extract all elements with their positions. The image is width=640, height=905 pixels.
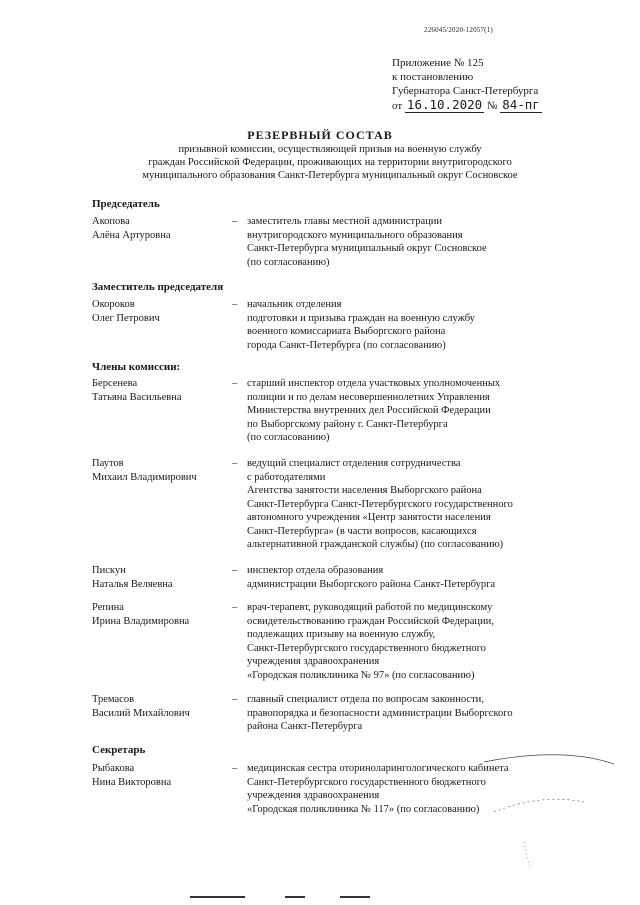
appendix-resolution: к постановлению	[392, 71, 474, 83]
member-name-line: Василий Михайлович	[92, 707, 190, 719]
decree-number: 84-пг	[502, 97, 540, 112]
member-position-line: Санкт-Петербурга» (в части вопросов, касающихся	[247, 525, 477, 537]
member-position-line: (по согласованию)	[247, 432, 330, 443]
member-position-line: заместитель главы местной администрации	[247, 216, 443, 227]
section-members: Члены комиссии:	[92, 361, 181, 373]
member-position-line: по Выборгскому району г. Санкт-Петербурга	[247, 418, 448, 430]
member-position-line: «Городская поликлиника № 117» (по согласованию)	[247, 803, 480, 815]
decree-date: 16.10.2020	[406, 97, 483, 112]
separator-dash: –	[232, 763, 238, 774]
member-name-line: Окороков	[92, 299, 135, 310]
member-position-line: главный специалист отдела по вопросам законности,	[247, 694, 484, 705]
member-position-line: администрации Выборгского района Санкт-Петербурга	[247, 578, 496, 590]
member-name-line: Нина Викторовна	[92, 776, 172, 788]
member-name-line: Тремасов	[92, 694, 135, 705]
member-position-line: подготовки и призыва граждан на военную службу	[247, 312, 475, 324]
section-secretary: Секретарь	[92, 744, 146, 756]
member-position-line: медицинская сестра оториноларингологического кабинета	[247, 763, 509, 774]
member-name-line: Пискун	[92, 565, 126, 576]
member-position-line: с работодателями	[247, 471, 326, 483]
member-position	[247, 601, 592, 682]
subtitle-line: призывной комиссии, осуществляющей призыв на военную службу	[178, 144, 482, 155]
separator-dash: –	[232, 694, 238, 705]
separator-dash: –	[232, 565, 238, 576]
separator-dash: –	[232, 602, 238, 613]
appendix-governor: Губернатора Санкт-Петербурга	[392, 85, 539, 97]
document-id: 226045/2020-12057(1)	[424, 26, 493, 34]
section-chair: Председатель	[92, 198, 160, 210]
subtitle-line: граждан Российской Федерации, проживающих на территории внутригородского	[148, 157, 512, 168]
member-position-line: освидетельствованию граждан Российской Федерации,	[247, 615, 494, 627]
member-position	[247, 377, 592, 445]
member-position-line: района Санкт-Петербурга	[247, 721, 363, 732]
member-name-line: Рыбакова	[92, 763, 135, 774]
member-position-line: начальник отделения	[247, 299, 342, 310]
number-prefix: №	[486, 100, 498, 112]
member-name	[92, 298, 232, 325]
date-prefix: от	[392, 100, 403, 112]
document-subtitle	[80, 143, 580, 182]
member-name	[92, 564, 232, 591]
member-name-line: Наталья Веляевна	[92, 578, 173, 590]
separator-dash: –	[232, 216, 238, 227]
member-position-line: Министерства внутренних дел Российской Федерации	[247, 405, 491, 416]
member-name-line: Татьяна Васильевна	[92, 391, 182, 403]
member-position-line: военного комиссариата Выборгского района	[247, 326, 446, 337]
member-position-line: Санкт-Петербургского государственного бюджетного	[247, 776, 486, 788]
member-position	[247, 298, 592, 352]
document-title: РЕЗЕРВНЫЙ СОСТАВ	[247, 128, 393, 142]
member-position-line: внутригородского муниципального образования	[247, 229, 463, 241]
member-position-line: полиции и по делам несовершеннолетних Управления	[247, 391, 490, 403]
separator-dash: –	[232, 299, 238, 310]
member-position-line: автономного учреждения «Центр занятости населения	[247, 512, 491, 523]
member-position-line: города Санкт-Петербурга (по согласованию)	[247, 339, 446, 351]
member-position-line: ведущий специалист отделения сотрудничества	[247, 458, 461, 469]
member-position-line: «Городская поликлиника № 97» (по согласованию)	[247, 669, 475, 681]
member-name	[92, 377, 232, 404]
member-name-line: Алёна Артуровна	[92, 229, 171, 241]
member-position-line: Санкт-Петербурга муниципальный округ Сосновское	[247, 243, 487, 254]
member-position-line: учреждения здравоохранения	[247, 790, 380, 801]
member-name-line: Репина	[92, 602, 124, 613]
member-position-line: правопорядка и безопасности администрации Выборгского	[247, 707, 513, 719]
section-deputy: Заместитель председателя	[92, 281, 224, 293]
member-name-line: Паутов	[92, 458, 124, 469]
member-position-line: старший инспектор отдела участковых уполномоченных	[247, 378, 501, 389]
member-name	[92, 601, 232, 628]
member-name	[92, 762, 232, 789]
appendix-block	[392, 56, 632, 113]
member-position-line: (по согласованию)	[247, 256, 330, 268]
member-name	[92, 693, 232, 720]
appendix-date-line	[392, 98, 632, 113]
member-name-line: Акопова	[92, 216, 130, 227]
member-name-line: Олег Петрович	[92, 312, 160, 324]
signature-scribble	[464, 752, 624, 872]
member-position-line: инспектор отдела образования	[247, 565, 384, 576]
member-position	[247, 457, 592, 552]
member-position	[247, 693, 592, 734]
member-name-line: Михаил Владимирович	[92, 471, 197, 483]
scan-artifact	[190, 894, 430, 900]
appendix-number: Приложение № 125	[392, 57, 484, 69]
member-position-line: Санкт-Петербурга Санкт-Петербургского государственного	[247, 498, 513, 510]
member-position-line: Агентства занятости населения Выборгского района	[247, 485, 482, 496]
member-name	[92, 457, 232, 484]
member-position-line: Санкт-Петербургского государственного бюджетного	[247, 642, 486, 654]
member-position	[247, 564, 592, 591]
member-name-line: Ирина Владимировна	[92, 615, 190, 627]
member-position-line: врач-терапевт, руководящий работой по медицинскому	[247, 602, 493, 613]
member-position-line: подлежащих призыву на военную службу,	[247, 629, 436, 640]
member-name	[92, 215, 232, 242]
subtitle-line: муниципального образования Санкт-Петербурга муниципальный округ Сосновское	[142, 170, 518, 181]
member-name-line: Берсенева	[92, 378, 138, 389]
member-position	[247, 215, 592, 269]
separator-dash: –	[232, 458, 238, 469]
member-position-line: альтернативной гражданской службы) (по согласованию)	[247, 539, 504, 550]
separator-dash: –	[232, 378, 238, 389]
member-position-line: учреждения здравоохранения	[247, 656, 380, 667]
